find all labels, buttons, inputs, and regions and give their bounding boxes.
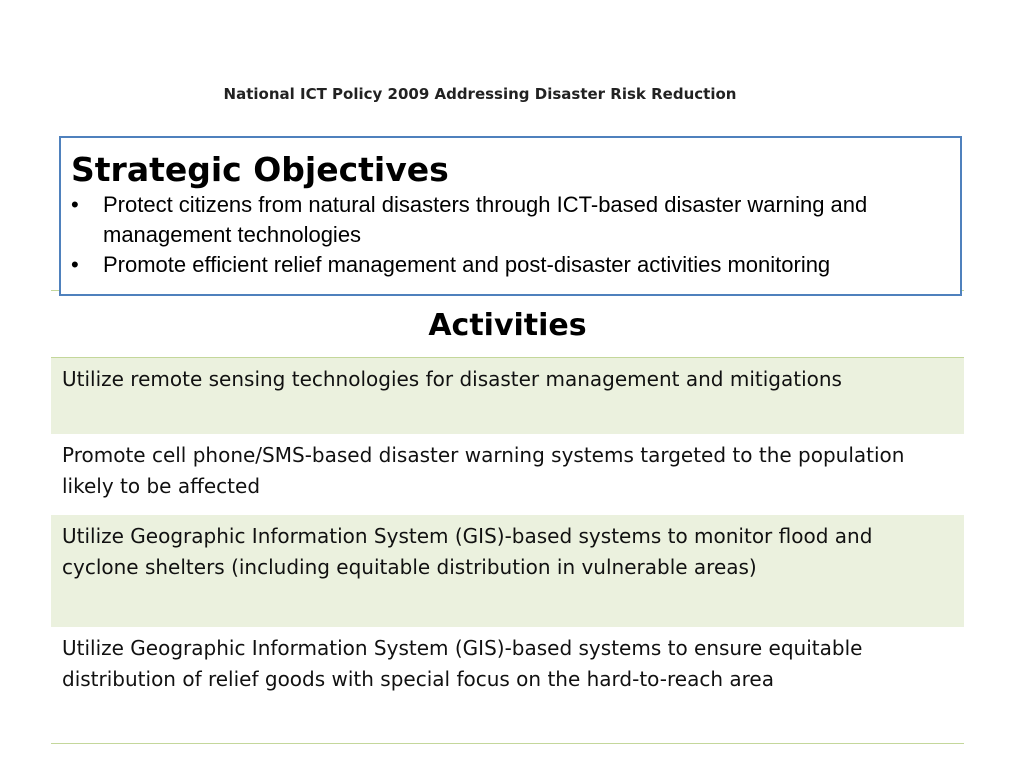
activities-header: Activities (51, 291, 964, 358)
objective-item (71, 190, 950, 250)
objective-item (71, 250, 950, 280)
activity-row: Utilize Geographic Information System (GIS)-based systems to monitor flood and cyclone shelters (including equitable distribution in vulnerable areas) (51, 515, 964, 627)
strategic-objectives-box (59, 136, 962, 296)
slide-title: National ICT Policy 2009 Addressing Disaster Risk Reduction (223, 85, 737, 103)
bullet-icon: • (71, 192, 79, 217)
objectives-heading: Strategic Objectives (71, 150, 449, 189)
objective-text: Promote efficient relief management and post-disaster activities monitoring (103, 252, 831, 277)
bullet-icon: • (71, 252, 79, 277)
activity-row: Utilize remote sensing technologies for disaster management and mitigations (51, 358, 964, 434)
objective-text: Protect citizens from natural disasters through ICT-based disaster warning and management technologies (103, 192, 868, 247)
activity-row: Promote cell phone/SMS-based disaster warning systems targeted to the population likely to be affected (51, 434, 964, 515)
table-bottom-rule (51, 743, 964, 744)
activity-row: Utilize Geographic Information System (GIS)-based systems to ensure equitable distribution of relief goods with special focus on the hard-to-reach area (51, 627, 964, 743)
objectives-list (71, 190, 950, 280)
activities-table (51, 290, 964, 744)
